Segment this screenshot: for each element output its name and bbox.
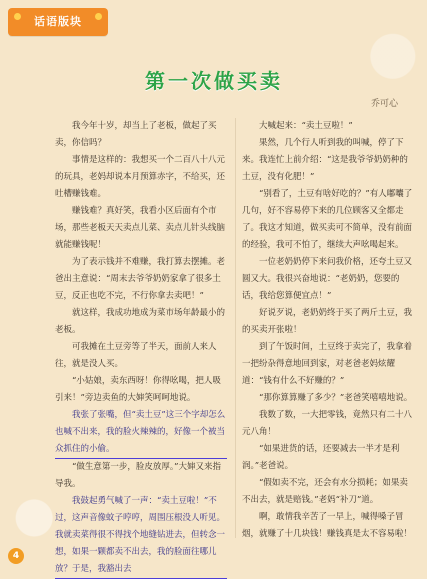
paragraph: “别看了，土豆有啥好吃的？”有人嘟囔了几句，好不容易停下来的几位顾客又全都走了。我这才知道，做买卖可不简单，没有前面的经验，我可不怕了，继续大声吆喝起来。 xyxy=(242,189,413,250)
paragraph: 可我摊在土豆旁等了半天，面前人来人往，就是没人买。 xyxy=(55,342,217,369)
paragraph: 我数了数，一大把零钱，竟然只有二十八元八角！ xyxy=(242,410,413,437)
paragraph: 啊，敢情我辛苦了一早上，喊得嗓子冒烟，就赚了十几块钱！赚钱真是太不容易啦！ xyxy=(242,512,413,539)
paragraph: 一位老奶奶停下来问我价格，还夸土豆又圆又大。我很兴奋地说：“老奶奶，您要的话，我给您算便宜点！” xyxy=(242,257,413,301)
paragraph: 果然，几个行人听到我的叫喊，停了下来。我连忙上前介绍：“这是我爷爷奶奶种的土豆，没有化肥！” xyxy=(242,138,408,182)
star-icon xyxy=(14,13,21,20)
star-icon xyxy=(95,13,102,20)
highlighted-paragraph: 我张了张嘴，但“卖土豆”这三个字却怎么也喊不出来，我的脸火辣辣的，好像一个被当众抓住的小偷。 xyxy=(55,407,227,459)
paragraph: “如果进货的话，还要减去一半才是利润。”老爸说。 xyxy=(242,444,400,471)
article-title: 第一次做买卖 xyxy=(145,69,283,93)
paragraph: 大喊起来：“卖土豆啦！” xyxy=(259,121,353,131)
paragraph: “小姑娘，卖东西呀！你得吆喝，把人吸引来！”旁边卖鱼的大婶笑呵呵地说。 xyxy=(55,376,221,403)
paragraph: 我今年十岁，却当上了老板，做起了买卖，你信吗？ xyxy=(55,121,217,148)
column-divider xyxy=(235,118,236,538)
paragraph: “假如卖不完，还会有水分损耗；如果卖不出去，就是赔钱。”老妈“补刀”道。 xyxy=(242,478,408,505)
highlighted-paragraph: 我鼓起勇气喊了一声：“卖土豆啦！”不过，这声音像蚊子哼哼，周围压根没人听见。我就卖菜得很不得找个地缝钻进去，但转念一想，如果一颗都卖不出去，我的脸面往哪儿放？于是，我豁出去 xyxy=(55,493,227,579)
right-column xyxy=(242,118,414,543)
section-badge-label: 话语版块 xyxy=(34,15,82,28)
paragraph: 事情是这样的：我想买一个二百八十八元的玩具，老妈却说本月预算赤字，不给买，还吐槽赚钱难。 xyxy=(55,155,226,199)
page-number: 4 xyxy=(8,548,24,564)
paragraph: “做生意第一步，脸皮放厚。”大婶又来指导我。 xyxy=(55,462,221,489)
paragraph: 到了午饭时间，土豆终于卖完了，我拿着一把纷杂得意地回到家，对老爸老妈炫耀道：“钱有什么不好赚的？” xyxy=(242,342,413,386)
paragraph: “那你算算赚了多少？”老爸笑嘻嘻地说。 xyxy=(259,393,413,403)
paragraph: 赚钱难？真好笑，我看小区后面有个市场，那些老板天天卖点儿菜、卖点儿针头线脑就能赚钱呢！ xyxy=(55,206,226,250)
paragraph: 好说歹说，老奶奶终于买了两斤土豆，我的买卖开张啦！ xyxy=(242,308,413,335)
left-column xyxy=(55,118,227,579)
section-badge xyxy=(8,8,108,36)
author-name: 乔可心 xyxy=(370,99,398,109)
paragraph: 就这样，我成功地成为菜市场年龄最小的老板。 xyxy=(55,308,226,335)
paragraph: 为了表示钱并不难赚，我打算去摆摊。老爸出主意说：“周末去爷爷奶奶家拿了很多土豆，反正也吃不完，不行你拿去卖吧！” xyxy=(55,257,226,301)
